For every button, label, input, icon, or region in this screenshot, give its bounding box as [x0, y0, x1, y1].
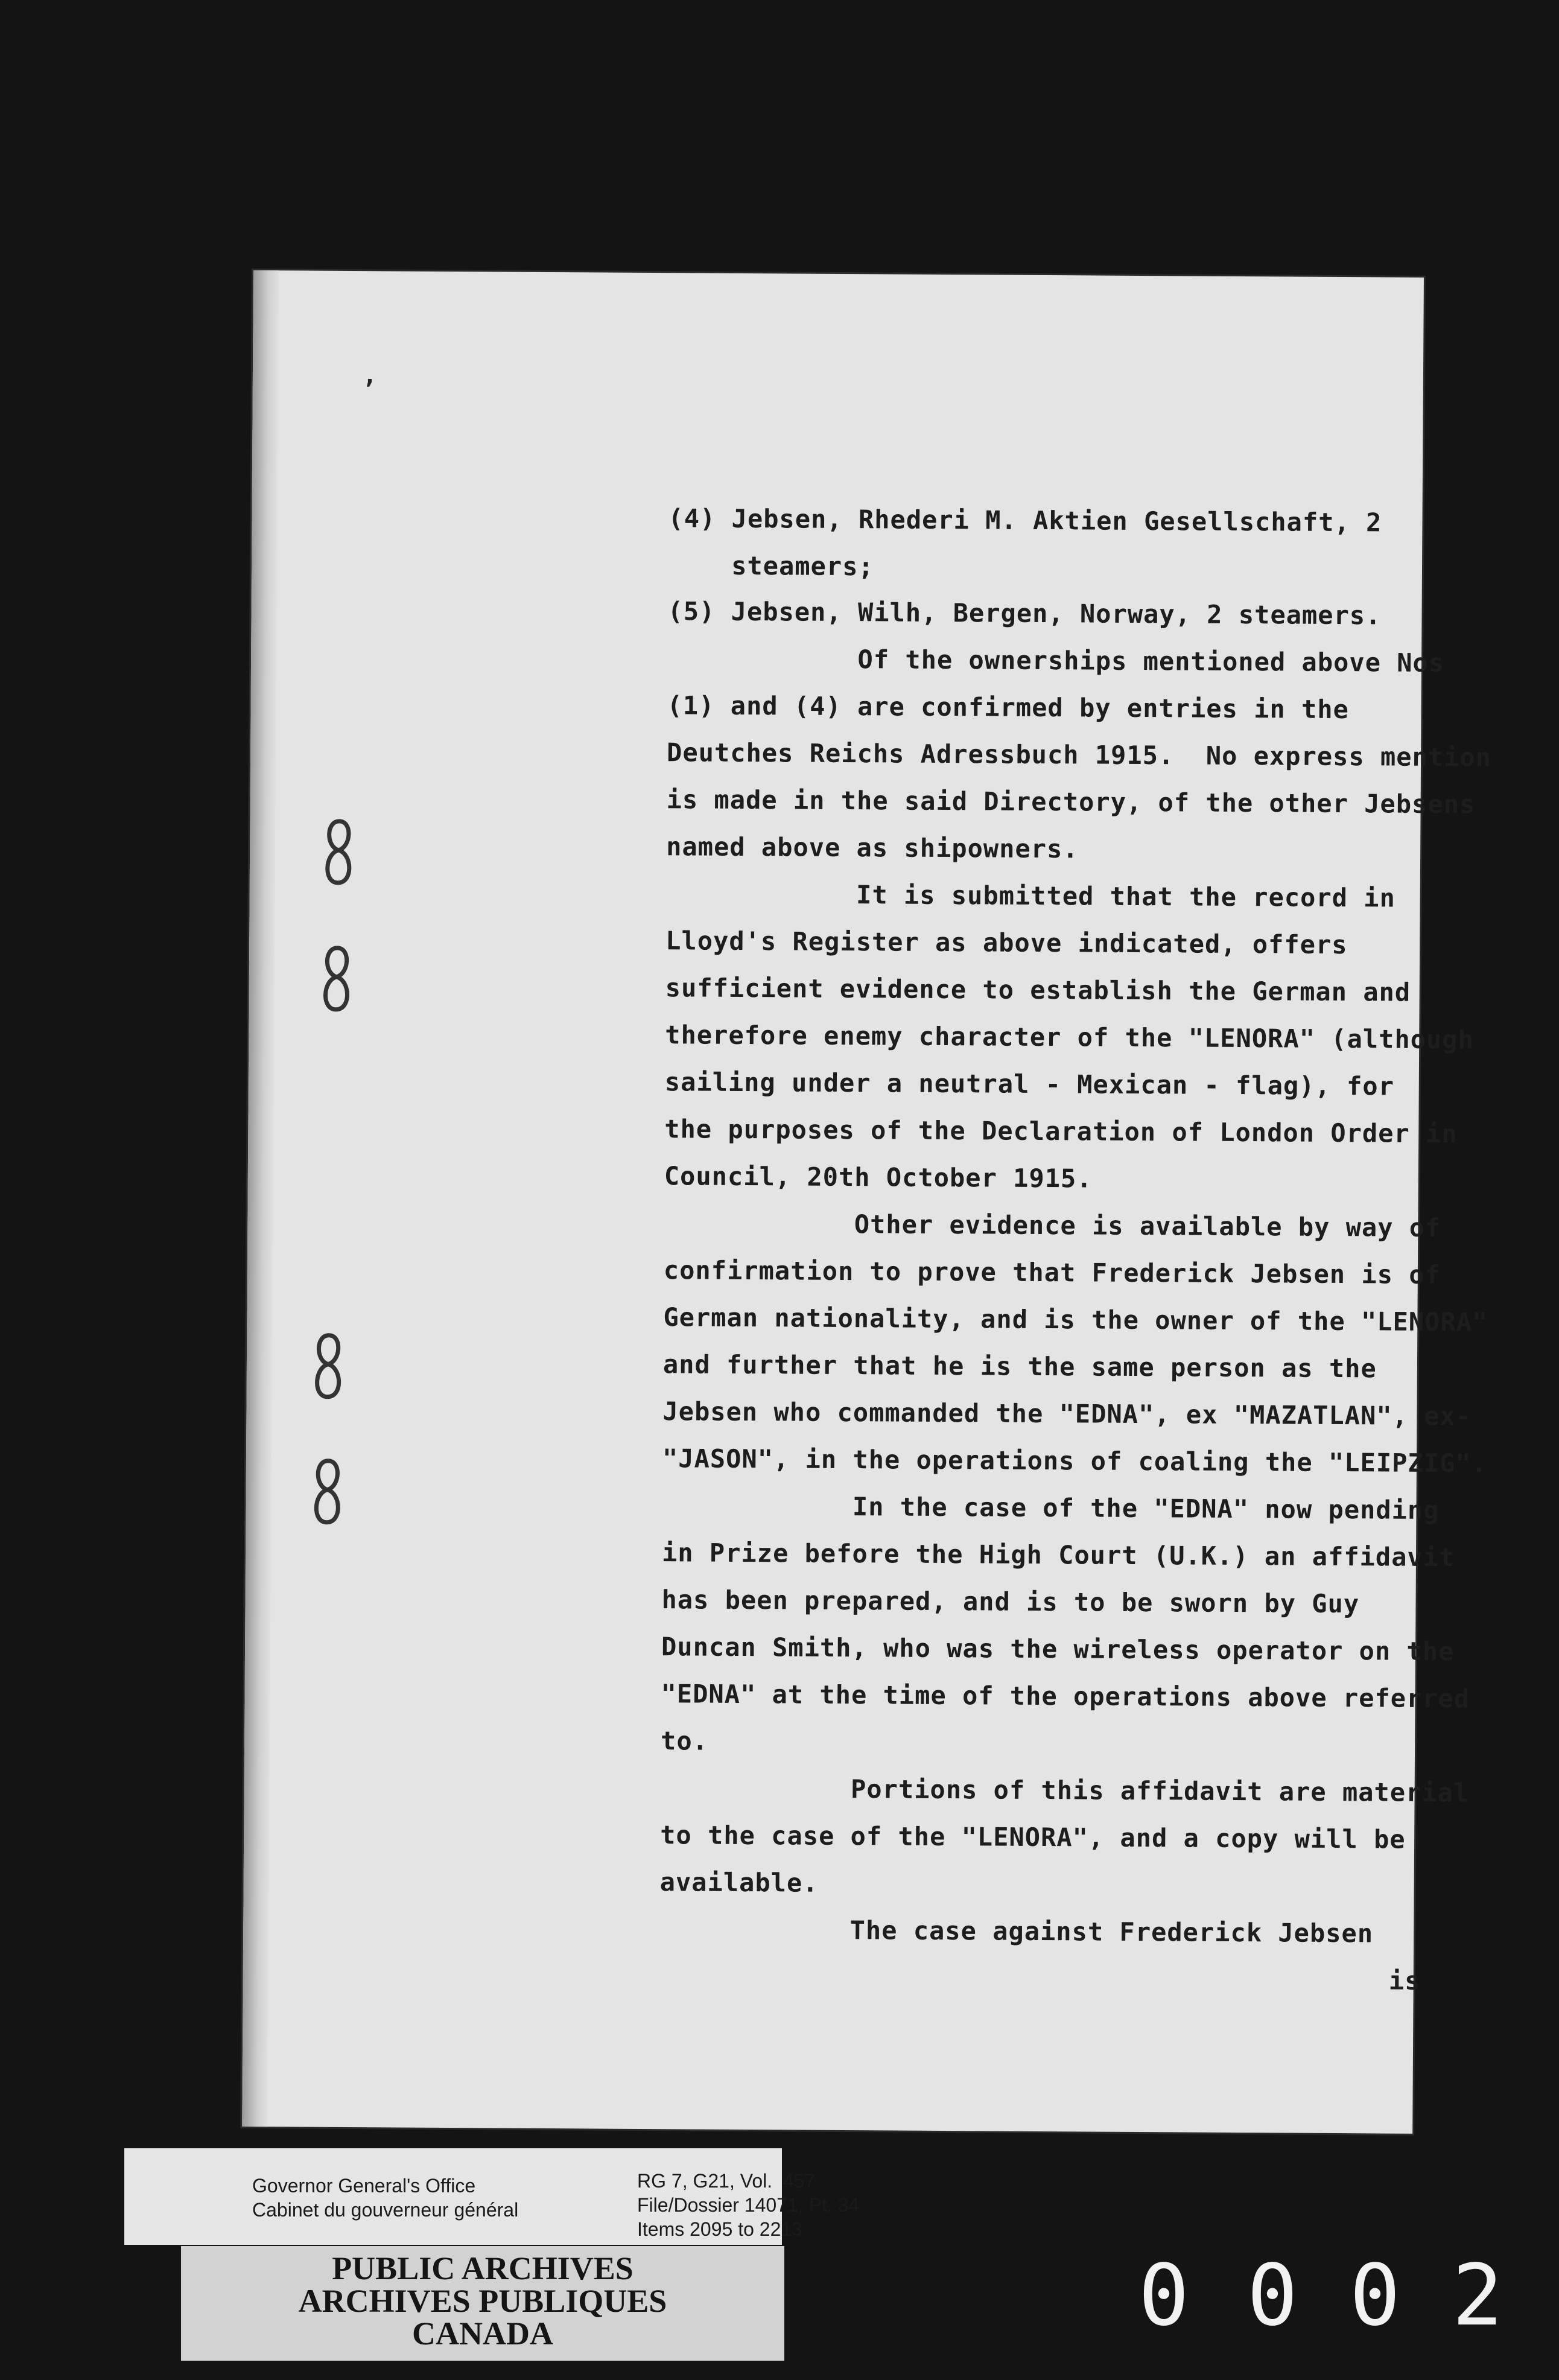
text-line: Council, 20th October 1915. — [664, 1161, 1093, 1194]
page-edge-shadow — [242, 270, 279, 2127]
text-line: steamers; — [667, 550, 874, 582]
text-line: therefore enemy character of the "LENORA" (although — [665, 1020, 1474, 1055]
margin-check-mark — [308, 1456, 346, 1527]
text-line: has been prepared, and is to be sworn by Guy — [661, 1585, 1360, 1619]
text-line: sailing under a neutral - Mexican - flag), for — [664, 1067, 1395, 1101]
text-line: "JASON", in the operations of coaling the "LEIPZIG". — [662, 1443, 1488, 1478]
text-line: The case against Frederick Jebsen — [659, 1914, 1374, 1949]
frame-number-digit: 0 — [1138, 2247, 1190, 2345]
archive-line-3: CANADA — [412, 2315, 553, 2352]
text-line: "EDNA" at the time of the operations above referred — [661, 1679, 1470, 1714]
text-line: (5) Jebsen, Wilh, Bergen, Norway, 2 steamers. — [667, 596, 1382, 631]
text-line: Of the ownerships mentioned above Nos — [667, 643, 1445, 678]
archive-line-2: ARCHIVES PUBLIQUES — [298, 2283, 667, 2319]
text-line: confirmation to prove that Frederick Jebsen is of — [663, 1255, 1441, 1290]
text-line: Portions of this affidavit are material — [660, 1773, 1470, 1808]
text-line: and further that he is the same person as the — [662, 1349, 1377, 1384]
text-line: Jebsen who commanded the "EDNA", ex "MAZATLAN", ex- — [662, 1396, 1472, 1431]
archive-line-1: PUBLIC ARCHIVES — [332, 2250, 633, 2286]
archive-label-card — [124, 2148, 860, 2245]
text-line: to the case of the "LENORA", and a copy will be — [660, 1820, 1406, 1854]
frame-number-digit: 0 — [1349, 2247, 1401, 2345]
margin-check-mark — [320, 816, 358, 888]
office-english: Governor General's Office — [252, 2175, 476, 2197]
document-page — [242, 270, 1492, 2134]
text-line: Other evidence is available by way of — [664, 1208, 1441, 1243]
text-line: In the case of the "EDNA" now pending — [662, 1491, 1440, 1526]
text-line: Lloyd's Register as above indicated, offers — [665, 926, 1348, 960]
text-line: It is submitted that the record in — [665, 879, 1396, 913]
text-line: the purposes of the Declaration of London Order in — [664, 1114, 1458, 1149]
margin-check-mark — [310, 1331, 348, 1402]
text-line: to. — [660, 1726, 709, 1756]
file-dossier-ref: File/Dossier 14071, Pt. 34 — [637, 2194, 860, 2216]
text-line: is made in the said Directory, of the other Jebsens — [666, 784, 1476, 819]
frame-number-digit: 2 — [1452, 2247, 1503, 2345]
margin-check-mark — [317, 943, 355, 1014]
text-line: Deutches Reichs Adressbuch 1915. No express mention — [666, 737, 1492, 772]
text-line: named above as shipowners. — [666, 832, 1079, 864]
text-line: German nationality, and is the owner of the "LENORA" — [663, 1302, 1488, 1337]
text-line: Duncan Smith, who was the wireless operator on the — [661, 1632, 1455, 1667]
text-line: available. — [659, 1867, 819, 1898]
items-range: Items 2095 to 2213 — [637, 2218, 802, 2240]
office-french: Cabinet du gouverneur général — [252, 2199, 519, 2221]
frame-number-digit: 0 — [1246, 2247, 1298, 2345]
text-line: in Prize before the High Court (U.K.) an affidavit — [661, 1538, 1455, 1573]
text-line: sufficient evidence to establish the German and — [665, 973, 1411, 1007]
text-line: is — [659, 1961, 1421, 1996]
archive-stamp — [181, 2246, 784, 2361]
stray-mark: , — [362, 361, 378, 390]
text-line: (1) and (4) are confirmed by entries in the — [667, 690, 1350, 725]
record-group-ref: RG 7, G21, Vol. 457 — [637, 2170, 816, 2192]
text-line: (4) Jebsen, Rhederi M. Aktien Gesellschaft, 2 — [668, 503, 1382, 538]
